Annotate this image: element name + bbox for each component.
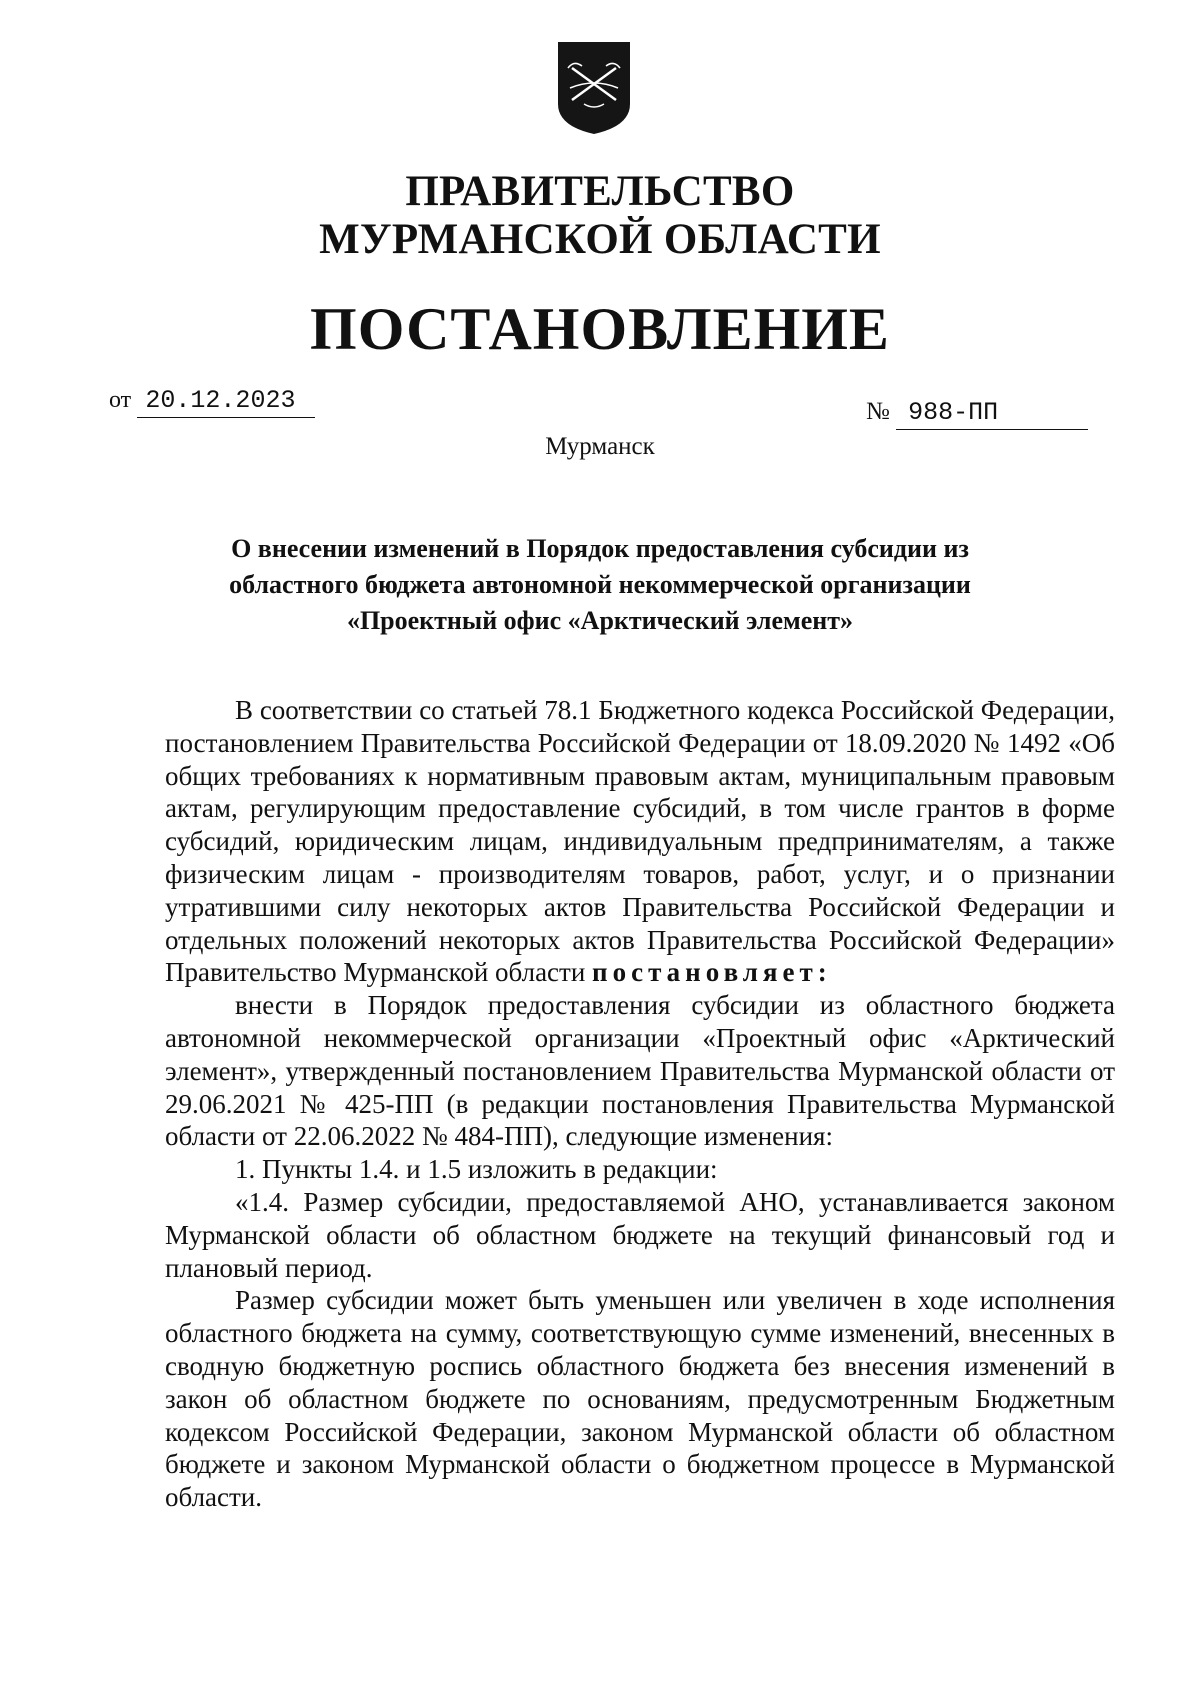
document-number: 988-ПП	[896, 397, 1088, 430]
paragraph-amendment: внести в Порядок предоставления субсидии из областного бюджета автономной некоммерческой организации «Проектный офис «Арктический элемент», утвержденный постановлением Правительства Мурманской области от 29.06.2021 № 425-ПП (в редакции постановления Правительства Мурманской области от 22.06.2022 № 484-ПП), следующие изменения:	[165, 990, 1115, 1152]
number-row	[866, 396, 1088, 430]
paragraph-clause-1-4: «1.4. Размер субсидии, предоставляемой АНО, устанавливается законом Мурманской области об областном бюджете на текущий финансовый год и плановый период.	[165, 1186, 1115, 1283]
document-date: 20.12.2023	[137, 385, 315, 418]
decree-word: постановляет:	[592, 957, 832, 988]
document-type: ПОСТАНОВЛЕНИЕ	[310, 296, 890, 362]
paragraph-subsidy-size: Размер субсидии может быть уменьшен или увеличен в ходе исполнения областного бюджета на сумму, соответствующую сумме изменений, внесенных в сводную бюджетную роспись областного бюджета без внесения изменений в закон об областном бюджете по основаниям, предусмотренным Бюджетным кодексом Российской Федерации, законом Мурманской области об областном бюджете и законом Мурманской области о бюджетном процессе в Мурманской области.	[165, 1285, 1115, 1513]
date-label: от	[109, 387, 132, 413]
number-label: №	[866, 398, 890, 425]
government-name-line2: МУРМАНСКОЙ ОБЛАСТИ	[319, 216, 881, 263]
subject-line2: областного бюджета автономной некоммерческой организации	[229, 570, 971, 599]
government-name	[0, 168, 1200, 264]
preamble-text: В соответствии со статьей 78.1 Бюджетного кодекса Российской Федерации, постановлением Правительства Российской Федерации от 18.09.2020 № 1492 «Об общих требованиях к нормативным правовым актам, муниципальным правовым актам, регулирующим предоставление субсидий, в том числе грантов в форме субсидий, юридическим лицам, индивидуальным предпринимателям, а также физическим лицам - производителям товаров, работ, услуг, и о признании утратившими силу некоторых актов Правительства Российской Федерации и отдельных положений некоторых актов Правительства Российской Федерации» Правительство Мурманской области	[165, 695, 1115, 988]
date-row	[109, 384, 315, 418]
coat-of-arms-icon	[554, 38, 634, 136]
document-subject	[180, 531, 1020, 639]
document-body	[165, 694, 1115, 1514]
subject-line1: О внесении изменений в Порядок предоставления субсидии из	[231, 534, 969, 563]
paragraph-item-1: 1. Пункты 1.4. и 1.5 изложить в редакции:	[235, 1154, 718, 1185]
government-name-line1: ПРАВИТЕЛЬСТВО	[405, 168, 795, 215]
subject-line3: «Проектный офис «Арктический элемент»	[346, 606, 854, 635]
paragraph-preamble	[165, 694, 1115, 989]
city: Мурманск	[545, 433, 655, 460]
